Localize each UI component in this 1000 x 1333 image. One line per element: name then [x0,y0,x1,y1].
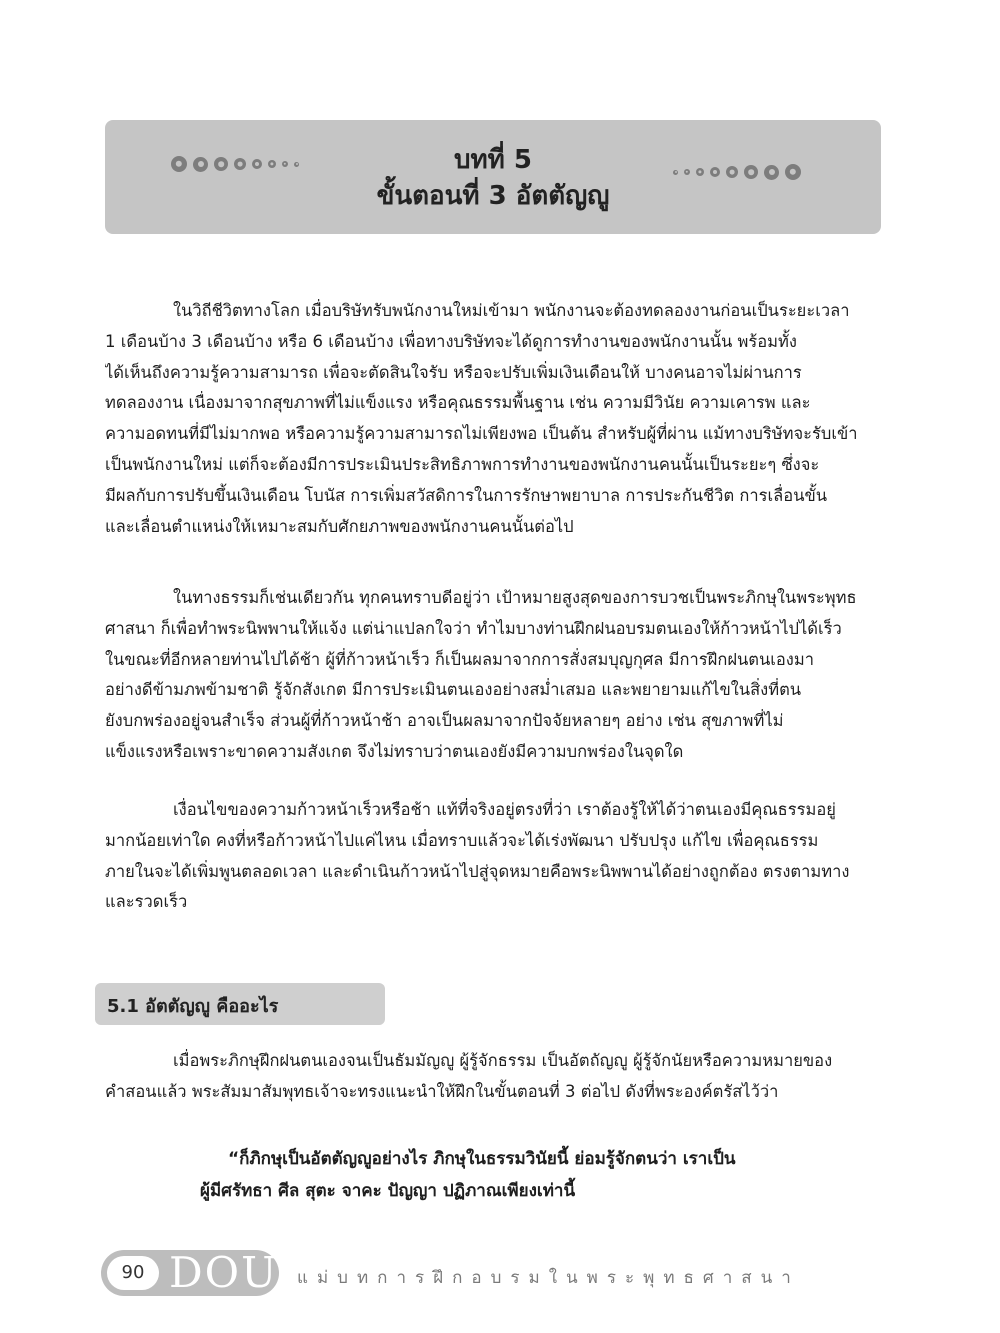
dot-icon [744,165,758,179]
dot-icon [726,166,738,178]
book-title-caption: แม่บทการฝึกอบรมในพระพุทธศาสนา [297,1268,800,1288]
section-heading-box [95,983,385,1025]
text-line: อย่างดีข้ามภพข้ามชาติ รู้จักสังเกต มีการประเมินตนเองอย่างสม่ำเสมอ และพยายามแก้ไขในสิ่งที่ตน [105,680,802,700]
text-line: ภายในจะได้เพิ่มพูนตลอดเวลา และดำเนินก้าวหน้าไปสู่จุดหมายคือพระนิพพานได้อย่างถูกต้อง ตรงตามทาง [105,861,850,881]
text-line: ความอดทนที่มีไม่มากพอ หรือความรู้ความสามารถไม่เพียงพอ เป็นต้น สำหรับผู้ที่ผ่าน แม้ทางบริษัทจะรับเข้า [105,424,858,444]
text-line: เงื่อนไขของความก้าวหน้าเร็วหรือช้า แท้ที่จริงอยู่ตรงที่ว่า เราต้องรู้ให้ได้ว่าตนเองมีคุณธรรมอยู่ [173,800,836,819]
text-line: ศาสนา ก็เพื่อทำพระนิพพานให้แจ้ง แต่น่าแปลกใจว่า ทำไมบางท่านฝึกฝนอบรมตนเองให้ก้าวหน้าไปได้เร็ว [105,618,842,638]
text-line: และเลื่อนตำแหน่งให้เหมาะสมกับศักยภาพของพนักงานคนนั้นต่อไป [105,516,574,536]
text-line: เมื่อพระภิกษุฝึกฝนตนเองจนเป็นธัมมัญญู ผู้รู้จักธรรม เป็นอัตถัญญู ผู้รู้จักนัยหรือความหมายของ [173,1051,833,1070]
chapter-heading: ขั้นตอนที่ 3 อัตตัญญู [376,181,610,211]
dot-icon [785,164,801,180]
dot-icon [673,170,678,175]
decorative-dots-right [673,164,801,180]
text-line: ยังบกพร่องอยู่จนสำเร็จ ส่วนผู้ที่ก้าวหน้าช้า อาจเป็นผลมาจากปัจจัยหลายๆ อย่าง เช่น สุขภาพที่ไม่ [105,711,784,731]
paragraph-1 [105,296,881,542]
page-footer-pill [101,1250,279,1296]
text-line: ในวิถีชีวิตทางโลก เมื่อบริษัทรับพนักงานใหม่เข้ามา พนักงานจะต้องทดลองงานก่อนเป็นระยะเวลา [173,301,850,320]
paragraph-4 [105,1046,881,1108]
dot-icon [684,169,690,175]
paragraph-3 [105,795,881,918]
dot-icon [696,168,704,176]
text-line: และรวดเร็ว [105,892,188,912]
text-line: แข็งแรงหรือเพราะขาดความสังเกต จึงไม่ทราบว่าตนเองยังมีความบกพร่องในจุดใด [105,741,684,761]
chapter-banner [105,120,881,234]
text-line: คำสอนแล้ว พระสัมมาสัมพุทธเจ้าจะทรงแนะนำให้ฝึกในขั้นตอนที่ 3 ต่อไป ดังที่พระองค์ตรัสไว้ว่า [105,1081,779,1101]
scripture-quote [200,1143,860,1207]
chapter-number: บทที่ 5 [454,145,532,175]
text-line: 1 เดือนบ้าง 3 เดือนบ้าง หรือ 6 เดือนบ้าง เพื่อทางบริษัทจะได้ดูการทำงานของพนักงานนั้น พร้อมทั้ง [105,331,797,351]
dou-logo: DOU [169,1248,279,1297]
text-line: มากน้อยเท่าใด คงที่หรือก้าวหน้าไปแค่ไหน เมื่อทราบแล้วจะได้เร่งพัฒนา ปรับปรุง แก้ไข เพื่อคุณธรรม [105,830,819,850]
text-line: ทดลองงาน เนื่องมาจากสุขภาพที่ไม่แข็งแรง หรือคุณธรรมพื้นฐาน เช่น ความมีวินัย ความเคารพ และ [105,393,811,413]
paragraph-2 [105,583,881,768]
text-line: ในขณะที่อีกหลายท่านไปได้ช้า ผู้ที่ก้าวหน้าเร็ว ก็เป็นผลมาจากการสั่งสมบุญกุศล มีการฝึกฝนตนเองมา [105,649,815,669]
text-line: ได้เห็นถึงความรู้ความสามารถ เพื่อจะตัดสินใจรับ หรือจะปรับเพิ่มเงินเดือนให้ บางคนอาจไม่ผ่านการ [105,362,802,382]
text-line: ในทางธรรมก็เช่นเดียวกัน ทุกคนทราบดีอยู่ว่า เป้าหมายสูงสุดของการบวชเป็นพระภิกษุในพระพุทธ [173,588,857,607]
dot-icon [764,165,779,180]
text-line: มีผลกับการปรับขึ้นเงินเดือน โบนัส การเพิ่มสวัสดิการในการรักษาพยาบาล การประกันชีวิต การเลื่อนขั้น [105,485,828,505]
dot-icon [710,167,720,177]
page-number: 90 [107,1256,159,1290]
section-title: 5.1 อัตตัญญู คืออะไร [107,996,279,1017]
quote-line: “ก็ภิกษุเป็นอัตตัญญูอย่างไร ภิกษุในธรรมวินัยนี้ ย่อมรู้จักตนว่า เราเป็น [228,1149,736,1169]
text-line: เป็นพนักงานใหม่ แต่ก็จะต้องมีการประเมินประสิทธิภาพการทำงานของพนักงานคนนั้นเป็นระยะๆ ซึ่งจะ [105,454,820,474]
quote-line: ผู้มีศรัทธา ศีล สุตะ จาคะ ปัญญา ปฏิภาณเพียงเท่านี้ [200,1181,576,1201]
